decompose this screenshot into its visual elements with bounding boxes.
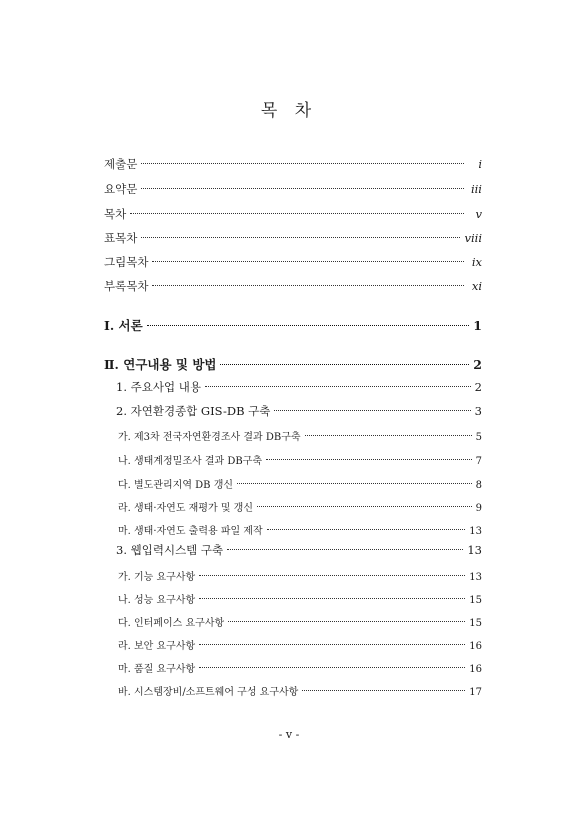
dot-leader	[141, 188, 464, 189]
toc-entry-subsection-2-5[interactable]	[118, 522, 482, 537]
toc-entry-page: 7	[475, 456, 482, 467]
toc-entry-label: 요약문	[104, 182, 138, 196]
dot-leader	[205, 386, 471, 387]
dot-leader	[266, 459, 472, 460]
dot-leader	[267, 529, 466, 530]
toc-entry-subsection-2-3[interactable]	[118, 476, 482, 491]
toc-entry-label: 마. 생태·자연도 출력용 파일 제작	[118, 526, 263, 537]
toc-entry-page: 15	[469, 595, 482, 606]
toc-entry-subsection-2-4[interactable]	[118, 499, 482, 514]
toc-entry-label: 나. 생태계정밀조사 결과 DB구축	[118, 456, 263, 467]
toc-entry-page: 5	[475, 432, 482, 443]
toc-entry-page: 3	[474, 404, 482, 418]
toc-entry-section-1[interactable]	[116, 379, 482, 395]
toc-entry-page: viii	[464, 231, 482, 245]
dot-leader	[147, 325, 470, 326]
toc-entry-label: 라. 생태·자연도 재평가 및 갱신	[118, 503, 253, 514]
dot-leader	[228, 621, 465, 622]
toc-entry-label: 3. 웹입력시스템 구축	[116, 543, 224, 557]
toc-entry-page: 8	[475, 480, 482, 491]
toc-entry-label: 1. 주요사업 내용	[116, 380, 201, 394]
toc-entry-section-2[interactable]	[116, 403, 482, 419]
toc-entry-label: 바. 시스템장비/소프트웨어 구성 요구사항	[118, 687, 299, 698]
dot-leader	[141, 163, 464, 164]
toc-entry-label: 다. 인터페이스 요구사항	[118, 618, 225, 629]
toc-entry-label: 2. 자연환경종합 GIS-DB 구축	[116, 404, 271, 418]
toc-entry-subsection-2-2[interactable]	[118, 452, 482, 467]
toc-entry-label: 표목차	[104, 231, 138, 245]
toc-entry-page: 15	[469, 618, 482, 629]
dot-leader	[130, 213, 464, 214]
dot-leader	[305, 435, 472, 436]
dot-leader	[227, 549, 463, 550]
toc-entry-subsection-3-3[interactable]	[118, 614, 482, 629]
toc-entry-page: 9	[475, 503, 482, 514]
toc-entry-chapter-2[interactable]	[104, 355, 482, 373]
toc-entry-label: 그림목차	[104, 255, 149, 269]
dot-leader	[199, 667, 465, 668]
toc-entry-page: xi	[471, 279, 482, 293]
dot-leader	[220, 364, 469, 365]
toc-entry-label: 부록목차	[104, 279, 149, 293]
toc-entry-page: ix	[471, 255, 482, 269]
dot-leader	[152, 285, 464, 286]
toc-entry-subsection-3-5[interactable]	[118, 660, 482, 675]
dot-leader	[152, 261, 464, 262]
toc-entry-page: 2	[473, 357, 482, 372]
toc-entry-label: Ⅰ. 서론	[104, 318, 143, 333]
toc-entry-label: 제출문	[104, 157, 138, 171]
dot-leader	[141, 237, 460, 238]
toc-entry-page: iii	[470, 182, 482, 196]
toc-entry-label: 목차	[104, 207, 127, 221]
dot-leader	[237, 483, 472, 484]
toc-entry-subsection-3-6[interactable]	[118, 683, 482, 698]
toc-entry-page: 16	[469, 664, 482, 675]
toc-entry-label: 가. 기능 요구사항	[118, 572, 196, 583]
dot-leader	[302, 690, 465, 691]
toc-entry-front-6[interactable]	[104, 278, 482, 294]
toc-entry-page: 2	[474, 380, 482, 394]
dot-leader	[257, 506, 472, 507]
toc-entry-front-1[interactable]	[104, 156, 482, 172]
toc-entry-label: 가. 제3차 전국자연환경조사 결과 DB구축	[118, 432, 301, 443]
toc-entry-section-3[interactable]	[116, 542, 482, 558]
toc-entry-subsection-3-1[interactable]	[118, 568, 482, 583]
toc-entry-label: 마. 품질 요구사항	[118, 664, 196, 675]
toc-entry-page: 13	[469, 572, 482, 583]
toc-entry-front-4[interactable]	[104, 230, 482, 246]
toc-entry-page: i	[478, 157, 482, 171]
toc-entry-page: v	[475, 207, 482, 221]
toc-entry-page: 13	[467, 543, 482, 557]
toc-entry-front-2[interactable]	[104, 181, 482, 197]
toc-entry-page: 1	[473, 318, 482, 333]
toc-entry-page: 16	[469, 641, 482, 652]
toc-entry-page: 13	[469, 526, 482, 537]
dot-leader	[274, 410, 470, 411]
toc-entry-page: 17	[469, 687, 482, 698]
toc-entry-subsection-3-2[interactable]	[118, 591, 482, 606]
page-number-footer: - v -	[278, 728, 300, 741]
dot-leader	[199, 598, 465, 599]
dot-leader	[199, 575, 465, 576]
toc-entry-label: 나. 성능 요구사항	[118, 595, 196, 606]
toc-entry-subsection-2-1[interactable]	[118, 428, 482, 443]
toc-entry-front-5[interactable]	[104, 254, 482, 270]
toc-entry-chapter-1[interactable]	[104, 316, 482, 334]
toc-entry-label: 라. 보안 요구사항	[118, 641, 196, 652]
page-title: 목 차	[260, 101, 318, 121]
dot-leader	[199, 644, 465, 645]
toc-entry-label: Ⅱ. 연구내용 및 방법	[104, 357, 217, 372]
toc-entry-subsection-3-4[interactable]	[118, 637, 482, 652]
toc-entry-label: 다. 별도관리지역 DB 갱신	[118, 480, 234, 491]
toc-entry-front-3[interactable]	[104, 206, 482, 222]
